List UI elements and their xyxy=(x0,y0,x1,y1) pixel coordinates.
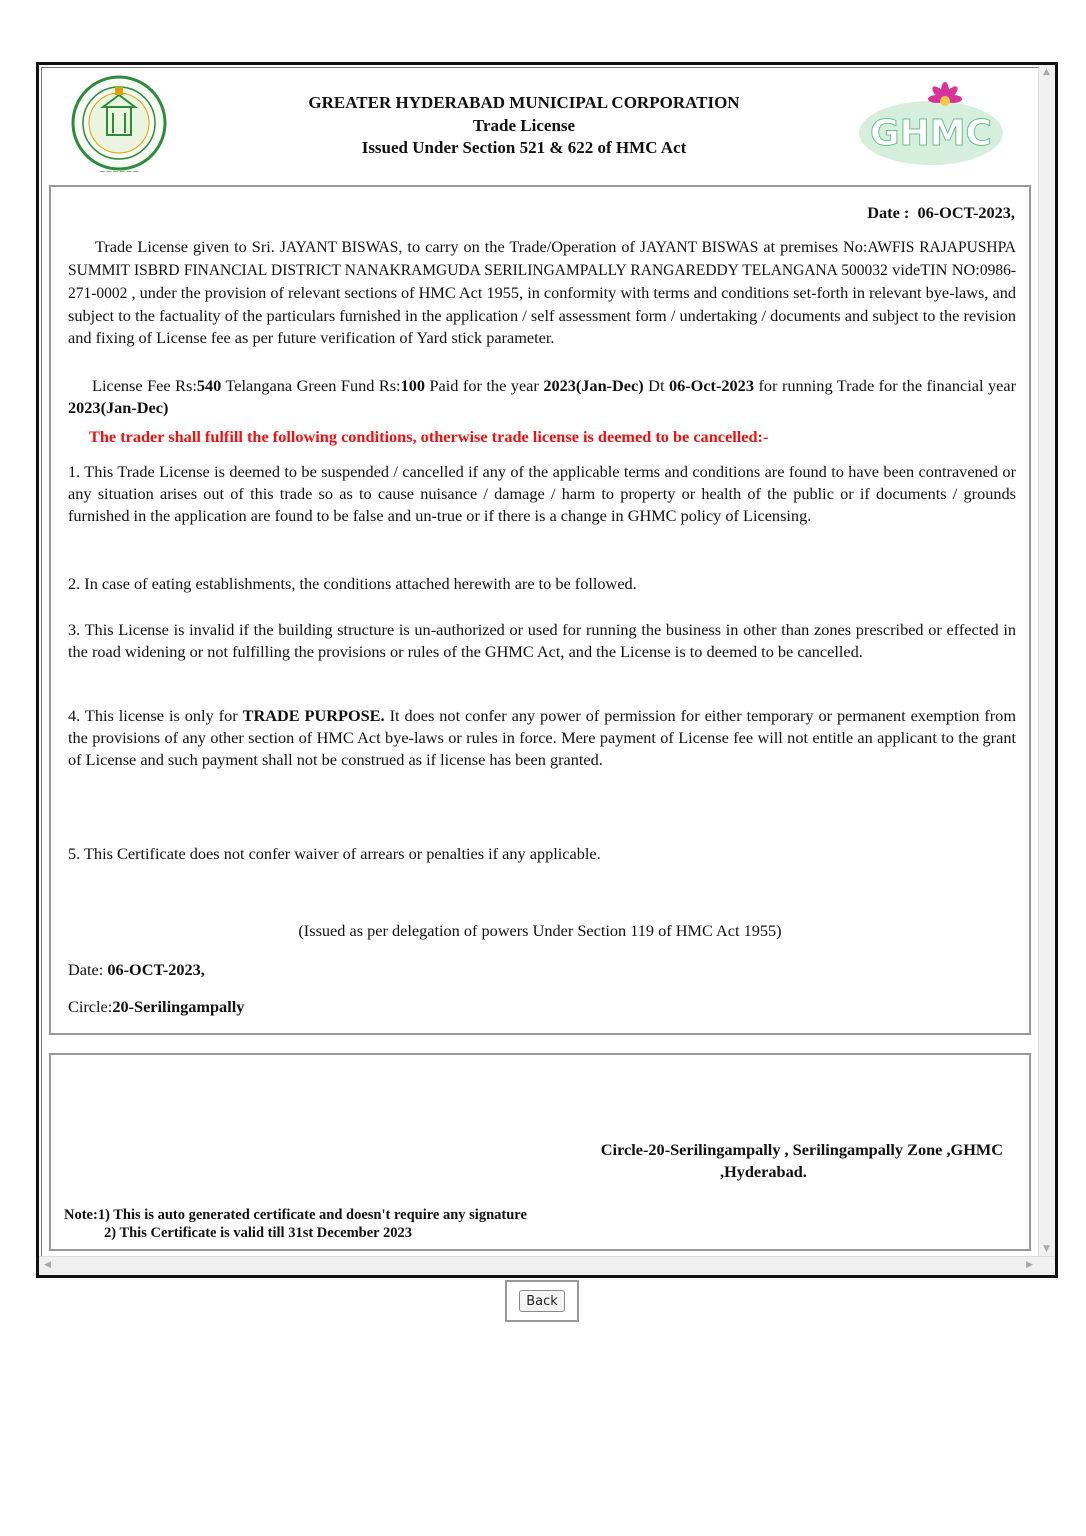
license-fee-paragraph: License Fee Rs:540 Telangana Green Fund Rs:100 Paid for the year 2023(Jan-Dec) Dt 06-Oct-2023 for running Trade for the financial year 2023(Jan-Dec) xyxy=(68,376,1016,417)
ghmc-logo-icon xyxy=(859,81,1009,171)
scroll-left-arrow-icon[interactable]: ◀ xyxy=(44,1260,51,1270)
document-title: Trade License xyxy=(472,116,576,135)
condition-1: 1. This Trade License is deemed to be suspended / cancelled if any of the applicable terms and conditions are found to have been contravened or any situation arises out of this trade so as to cause nuisance / damage / harm to property or health of the public or if documents / grounds furnished in the application are found to be false and un-true or if there is a change in GHMC policy of Licensing. xyxy=(68,462,1016,525)
holder-name: JAYANT BISWAS xyxy=(279,239,399,256)
license-body xyxy=(49,185,1031,1035)
back-button[interactable]: Back xyxy=(519,1290,565,1312)
issuing-authority-line2: ,Hyderabad. xyxy=(720,1162,807,1181)
delegation-note: (Issued as per delegation of powers Under Section 119 of HMC Act 1955) xyxy=(298,921,782,940)
circle-info: Circle:20-Serilingampally xyxy=(68,997,245,1016)
tin-number: 0986-271-0002 xyxy=(68,262,1016,302)
signature-box xyxy=(49,1053,1031,1251)
license-fee: 540 xyxy=(196,376,222,395)
license-grant-paragraph: Trade License given to Sri. JAYANT BISWAS, to carry on the Trade/Operation of JAYANT BISWAS at premises No:AWFIS RAJAPUSHPA SUMMIT ISBRD FINANCIAL DISTRICT NANAKRAMGUDA SERILINGAMPALLY RANGAREDDY TELANGANA 500032 videTIN NO:0986-271-0002 , under the provision of relevant sections of HMC Act 1955, in conformity with terms and conditions set-forth in relevant bye-laws, and subject to the factuality of the particulars furnished in the application / self assessment form / undertaking / documents and subject to the revision and fixing of License fee as per future verification of Yard stick parameter. xyxy=(68,237,1016,347)
payment-date: 06-Oct-2023 xyxy=(668,376,754,395)
certificate-window xyxy=(36,62,1058,1278)
document-subtitle: Issued Under Section 521 & 622 of HMC Act xyxy=(361,138,687,157)
scroll-up-arrow-icon[interactable]: ▲ xyxy=(1043,67,1050,77)
condition-4: 4. This license is only for TRADE PURPOSE. It does not confer any power of permission for either temporary or permanent exemption from the provisions of any other section of HMC Act bye-laws or rules in force. Mere payment of License fee will not entitle an applicant to the grant of License and such payment shall not be construed as if license has been granted. xyxy=(68,706,1016,769)
back-button-container xyxy=(505,1280,579,1322)
financial-year: 2023(Jan-Dec) xyxy=(68,398,169,417)
auto-generated-note: Note:1) This is auto generated certificate and doesn't require any signature xyxy=(64,1207,527,1223)
scroll-down-arrow-icon[interactable]: ▼ xyxy=(1043,1244,1050,1254)
horizontal-scrollbar[interactable] xyxy=(39,1256,1055,1275)
scroll-right-arrow-icon[interactable]: ▶ xyxy=(1026,1260,1033,1270)
condition-5: 5. This Certificate does not confer waiver of arrears or penalties if any applicable. xyxy=(68,844,601,863)
premises-address: AWFIS RAJAPUSHPA SUMMIT ISBRD FINANCIAL DISTRICT NANAKRAMGUDA SERILINGAMPALLY RANGAREDDY TELANGANA 500032 xyxy=(68,239,1016,279)
issue-date-bottom: Date: 06-OCT-2023, xyxy=(68,960,205,979)
conditions-warning: The trader shall fulfill the following conditions, otherwise trade license is deemed to be cancelled:- xyxy=(89,427,769,446)
certificate-header xyxy=(39,65,1039,183)
corporation-title: GREATER HYDERABAD MUNICIPAL CORPORATION xyxy=(308,93,740,112)
green-fund: 100 xyxy=(400,376,425,395)
validity-note: 2) This Certificate is valid till 31st December 2023 xyxy=(104,1225,412,1241)
svg-text:~~~~~~: ~~~~~~ xyxy=(98,167,140,176)
condition-2: 2. In case of eating establishments, the conditions attached herewith are to be followed. xyxy=(68,574,637,593)
trade-name: JAYANT BISWAS xyxy=(639,239,759,256)
issuing-authority-line1: Circle-20-Serilingampally , Serilingampally Zone ,GHMC xyxy=(600,1140,1003,1159)
issue-date: Date : 06-OCT-2023, xyxy=(867,203,1015,222)
condition-3: 3. This License is invalid if the building structure is un-authorized or used for running the business in other than zones prescribed or effected in the road widening or not fulfilling the provisions or rules of the GHMC Act, and the License is to deemed to be cancelled. xyxy=(68,620,1016,661)
vertical-scrollbar[interactable] xyxy=(1038,65,1055,1257)
ghmc-logo-text: GHMC xyxy=(870,113,992,154)
